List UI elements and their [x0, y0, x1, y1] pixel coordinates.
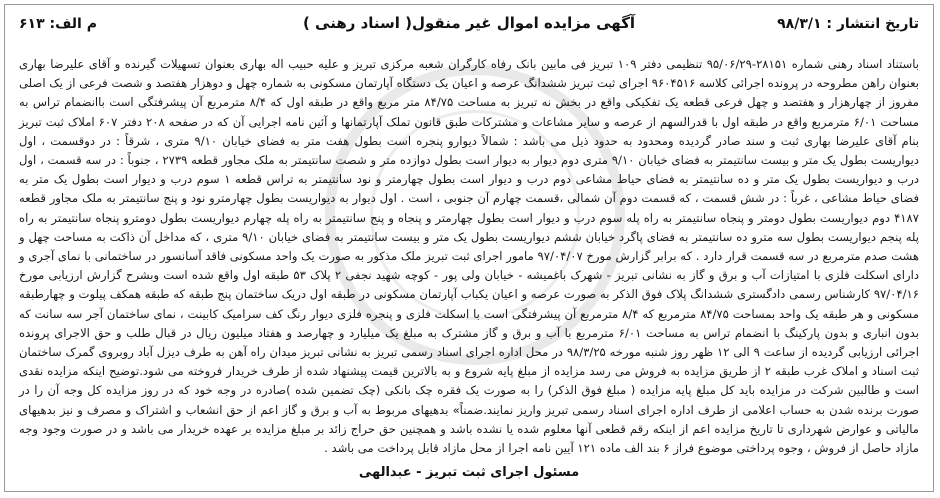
publish-date: تاریخ انتشار : ۹۸/۳/۱: [777, 16, 919, 32]
notice-body: [19, 55, 919, 458]
notice-body-text: باستناد اسناد رهنی شماره ۲۸۱۵۱-۹۵/۰۶/۲۹ تنظیمی دفتر ۱۰۹ تبریز فی مابین بانک رفاه کارگران شعبه مرکزی تبریز و علیه حبیب اله بهاری بعنوان تسهیلات گیرنده و آقای علیرضا بهاری بعنوان راهن مطروحه در پرونده اجرائی کلاسه ۹۶۰۴۵۱۶ اجرای ثبت تبریز ششدانگ عرصه و اعیان یک دستگاه آپارتمان مسکونی به شماره چهل و دوهزار هفتصد و شصت فرعی از یک اصلی مفروز از چهارهزار و هفتصد و چهل فرعی قطعه یک تفکیکی واقع در بخش نه تبریز به مساحت ۸۴/۷۵ متر مربع واقع در طبقه اول که ۸/۴ مترمربع آن پیشرفتگی است باانضمام تراس به مساحت ۶/۰۱ مترمربع واقع در طبقه اول با قدرالسهم از عرصه و سایر مشاعات و مشترکات طبق قانون تملک آپارتمانها و آئین نامه اجرایی آن که در صفحه ۲۰۸ دفتر ۶۰۷ املاک ثبت تبریز بنام آقای علیرضا بهاری ثبت و سند صادر گردیده ومحدود به حدود ذیل می باشد : شمالاً دیوارو پنجره است بطول هفت متر به فضای خیابان ۹/۱۰ متری ، شرقاً : در دوقسمت ، اول دیواریست بطول یک متر و بیست سانتیمتر به فضای خیابان ۹/۱۰ متری دوم دیوار به دیوار است بطول دوازده متر و شصت سانتیمتر به ملک مجاور قطعه ۲۷۳۹ ، جنوباً : در سه قسمت ، اول درب و دیواریست بطول یک متر و ده سانتیمتر به فضای حیاط مشاعی دوم درب و دیوار است بطول چهارمتر و نود سانتیمتر به تراس قطعه ۱ سوم درب و دیوار است بطول یک متر به فضای حیاط مشاعی ، غرباً : در شش قسمت ، که قسمت دوم آن شمالی ،قسمت چهارم آن جنوبی ، است . اول دیوار به دیواریست بطول چهارمترو نود و پنج سانتیمتر به ملک مجاور قطعه ۴۱۸۷ دوم دیواریست بطول دومتر و پنجاه سانتیمتر به راه پله سوم درب و دیوار است بطول چهارمتر و پنجاه و پنج سانتیمتر به راه پله چهارم دیواریست بطول دومترو پنجاه سانتیمتر به راه پله پنجم دیواریست بطول سه مترو ده سانتیمتر به فضای پاگرد خیابان ششم دیواریست بطول یک متر و بیست سانتیمتر به فضای خیابان ۹/۱۰ متری ، که مداخل آن ذاکت به مساحت چهل و هشت صدم مترمربع در سه قسمت قرار دارد . که برابر گزارش مورخ ۹۷/۰۴/۰۷ مامور اجرای ثبت تبریز ملک مذکور به صورت یک واحد مسکونی فاقد آسانسور در ساختمانی با نمای آجری و دارای اسکلت فلزی با امتیازات آب و برق و گاز به نشانی تبریز - شهرک باغمیشه - خیابان ولی پور - کوچه شهید نجفی ۲ پلاک ۵۳ طبقه اول واقع شده است وبشرح گزارش ارزیابی مورخ ۹۷/۰۴/۱۶ کارشناس رسمی دادگستری ششدانگ پلاک فوق الذکر به صورت عرصه و اعیان یکباب آپارتمان مسکونی در طبقه اول دریک ساختمان پنج طبقه که طبقه همکف پیلوت و چهارطبقه مسکونی و هر طبقه یک واحد بمساحت ۸۴/۷۵ مترمربع که ۸/۴ مترمربع آن پیشرفتگی است با اسکلت فلزی و پنجره فلزی دیوار رنگ کف سرامیک کابینت ، نمای ساختمان آجر سه سانت که بدون انباری و بدون پارکینگ با انضمام تراس به مساحت ۶/۰۱ مترمربع با آب و برق و گاز مشترک به مبلغ یک میلیارد و چهارصد و هفتاد میلیون ریال در قبال طلب و حق الاجرای پرونده اجرائی ارزیابی گردیده از ساعت ۹ الی ۱۲ ظهر روز شنبه مورخه ۹۸/۳/۲۵ در محل اداره اجرای اسناد رسمی تبریز به نشانی تبریز میدان راه آهن به طرف دیزل آباد روبروی گمرک ساختمان ثبت اسناد و املاک غرب طبقه ۲ از طریق مزایده به فروش می رسد مزایده از مبلغ پایه شروع و به بالاترین قیمت پیشنهاد شده از طرف خریدار فروخته می شود.توضیح اینکه مزایده نقدی است و طالبین شرکت در مزایده باید کل مبلغ پایه مزایده ( مبلغ فوق الذکر) را به صورت یک فقره چک بانکی (چک تضمین شده )صادره در وجه خود که در روز مزایده کل وجه آن را در صورت برنده شدن به حساب اعلامی از طرف اداره اجرای اسناد رسمی تبریز واریز نمایند.ضمناً» بدهیهای مربوط به آب و برق و گاز اعم از حق انشعاب و اشتراک و مصرف و نیز بدهیهای مالیاتی و عوارض شهرداری تا تاریخ مزایده اعم از اینکه رقم قطعی آنها معلوم شده یا نشده باشد و همچنین حق حراج زائد بر مبلغ مزایده بر عهده خریدار می باشد و در صورت وجود وجه مازاد حاصل از فروش ، وجوه پرداختی موضوع فراز ۶ بند الف ماده ۱۲۱ آیین نامه اجرا از محل مازاد قابل پرداخت می باشد .: [19, 57, 920, 456]
notice-title: آگهی مزایده اموال غیر منقول( اسناد رهنی ): [302, 14, 636, 32]
reference-number: م الف: ۶۱۳: [19, 16, 97, 32]
signature-line: مسئول اجرای ثبت تبریز - عبدالهی: [358, 465, 580, 480]
notice-frame: [4, 4, 934, 492]
notice-header: [19, 13, 919, 53]
